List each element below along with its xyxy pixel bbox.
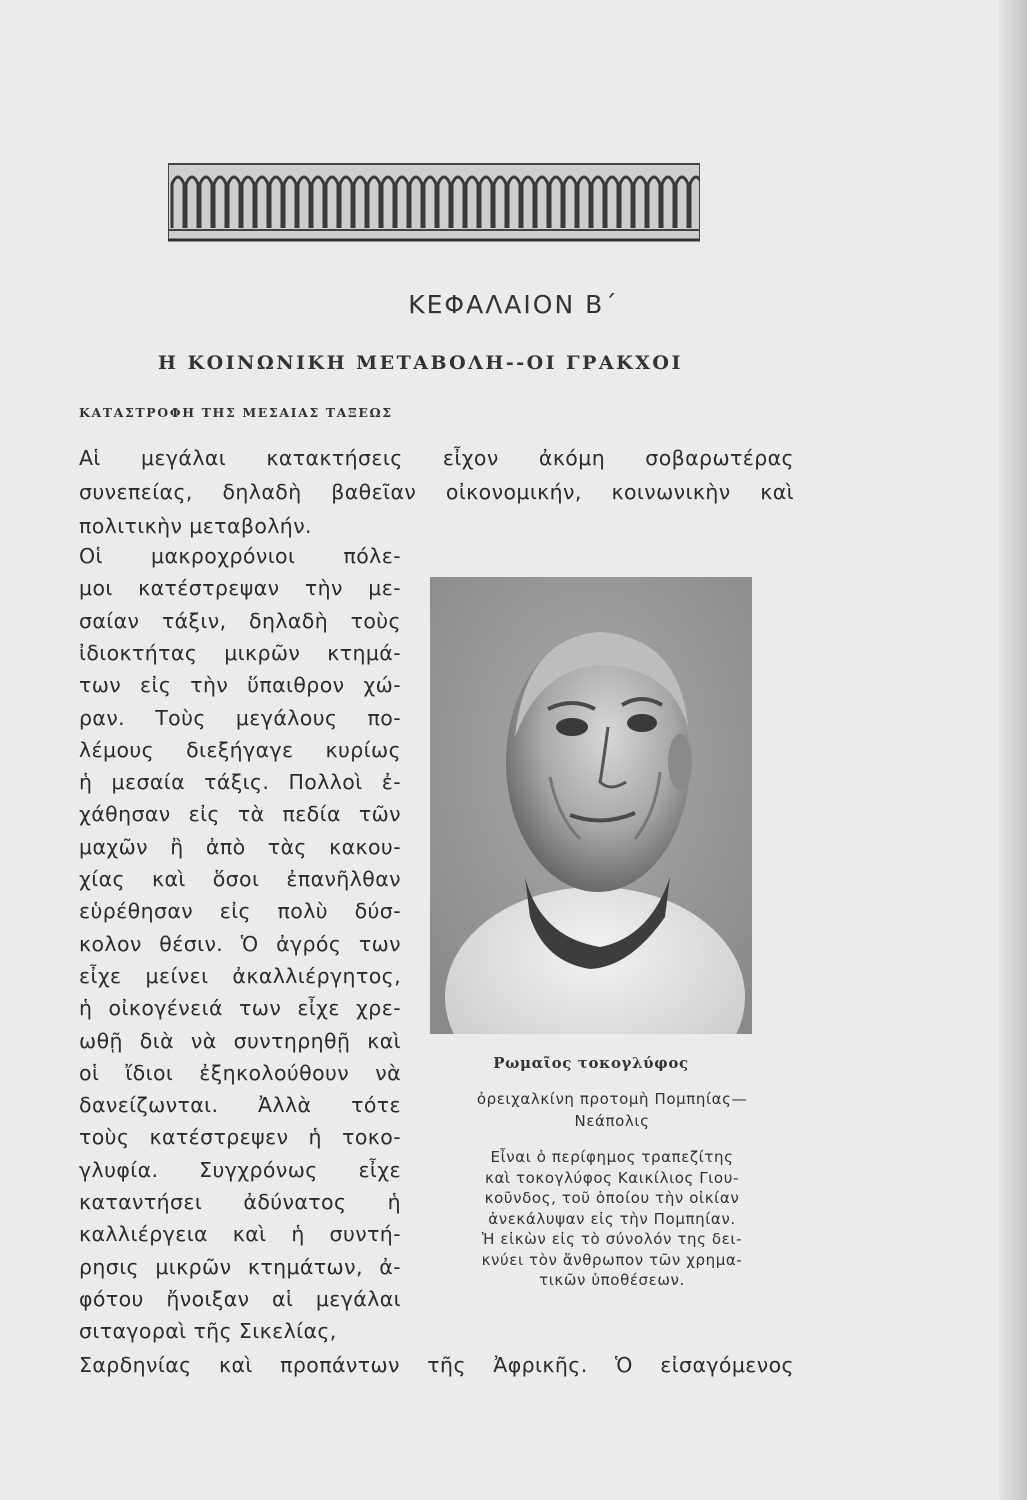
column-line: δανείζωνται. Ἀλλὰ τότε	[79, 1093, 401, 1118]
caption-line: κνύει τὸν ἄνθρωπον τῶν χρημα-	[481, 1250, 743, 1269]
caption-title: Ρωμαῖος τοκογλύφος	[493, 1054, 689, 1072]
caption-line: ἀνεκάλυψαν εἰς τὴν Πομπηίαν.	[488, 1209, 736, 1228]
column-line: σιταγοραὶ τῆς Σικελίας,	[79, 1319, 337, 1344]
section-heading: ΚΑΤΑΣΤΡΟΦΗ ΤΗΣ ΜΕΣΑΙΑΣ ΤΑΞΕΩΣ	[79, 405, 393, 420]
intro-line: πολιτικὴν μεταβολήν.	[79, 514, 312, 538]
caption-line: καὶ τοκογλύφος Καικίλιος Γιου-	[485, 1168, 739, 1187]
column-line: Οἱ μακροχρόνιοι πόλε-	[79, 544, 401, 568]
column-line: ἡ μεσαία τάξις. Πολλοὶ ἐ-	[79, 770, 401, 795]
column-line: τοὺς κατέστρεψεν ἡ τοκο-	[79, 1125, 401, 1150]
column-line: καταντήσει ἀδύνατος ἡ	[79, 1190, 401, 1214]
column-line: ωθῇ διὰ νὰ συντηρηθῇ καὶ	[79, 1028, 401, 1053]
portrait-photo	[430, 577, 752, 1034]
caption-line: Εἶναι ὁ περίφημος τραπεζίτης	[490, 1148, 734, 1166]
column-line: ἡ οἰκογένειά των εἶχε χρε-	[79, 996, 401, 1021]
column-line: εἶχε μείνει ἀκαλλιέργητος,	[79, 963, 401, 988]
column-line: μοι κατέστρεψαν τὴν με-	[79, 576, 401, 601]
column-line: των εἰς τὴν ὕπαιθρον χώ-	[79, 673, 401, 698]
caption-line: κοῦνδος, τοῦ ὁποίου τὴν οἰκίαν	[484, 1189, 740, 1207]
column-line: χάθησαν εἰς τὰ πεδία τῶν	[79, 802, 401, 827]
column-line: καλλιέργεια καὶ ἡ συντή-	[79, 1222, 401, 1247]
caption-subtitle: Νεάπολις	[574, 1112, 650, 1130]
caption-line: Ἡ εἰκὼν εἰς τὸ σύνολόν της δει-	[481, 1230, 743, 1248]
column-line: εὑρέθησαν εἰς πολὺ δύσ-	[79, 899, 401, 924]
column-line: λέμους διεξήγαγε κυρίως	[79, 737, 401, 762]
intro-line: συνεπείας, δηλαδὴ βαθεῖαν οἰκονομικήν, κοινωνικὴν καὶ	[79, 480, 794, 504]
column-line: οἱ ἴδιοι ἐξηκολούθουν νὰ	[79, 1060, 401, 1085]
column-line: μαχῶν ἢ ἀπὸ τὰς κακου-	[79, 834, 401, 859]
column-line: ραν. Τοὺς μεγάλους πο-	[79, 705, 401, 730]
column-line: φότου ἤνοιξαν αἱ μεγάλαι	[79, 1286, 401, 1311]
column-line: σαίαν τάξιν, δηλαδὴ τοὺς	[79, 608, 401, 633]
caption-line: τικῶν ὑποθέσεων.	[539, 1271, 685, 1289]
column-line: ἰδιοκτήτας μικρῶν κτημά-	[79, 640, 401, 665]
ornament-band	[168, 160, 700, 244]
intro-line: Αἱ μεγάλαι κατακτήσεις εἶχον ἀκόμη σοβαρωτέρας	[79, 446, 794, 470]
chapter-title: Η ΚΟΙΝΩΝΙΚΗ ΜΕΤΑΒΟΛΗ--ΟΙ ΓΡΑΚΧΟΙ	[158, 352, 683, 374]
column-line: ρησις μικρῶν κτημάτων, ἀ-	[79, 1254, 401, 1279]
chapter-heading: ΚΕΦΑΛΑΙΟΝ Β΄	[408, 290, 619, 319]
body-last-line: Σαρδηνίας καὶ προπάντων τῆς Ἀφρικῆς. Ὁ εἰσαγόμενος	[79, 1353, 794, 1377]
column-line: κολον θέσιν. Ὁ ἀγρός των	[79, 931, 401, 956]
page-edge	[999, 0, 1027, 1500]
column-line: γλυφία. Συγχρόνως εἶχε	[79, 1157, 401, 1182]
caption-subtitle: ὀρειχαλκίνη προτομὴ Πομπηίας—	[476, 1090, 748, 1108]
column-line: χίας καὶ ὅσοι ἐπανῆλθαν	[79, 867, 401, 891]
